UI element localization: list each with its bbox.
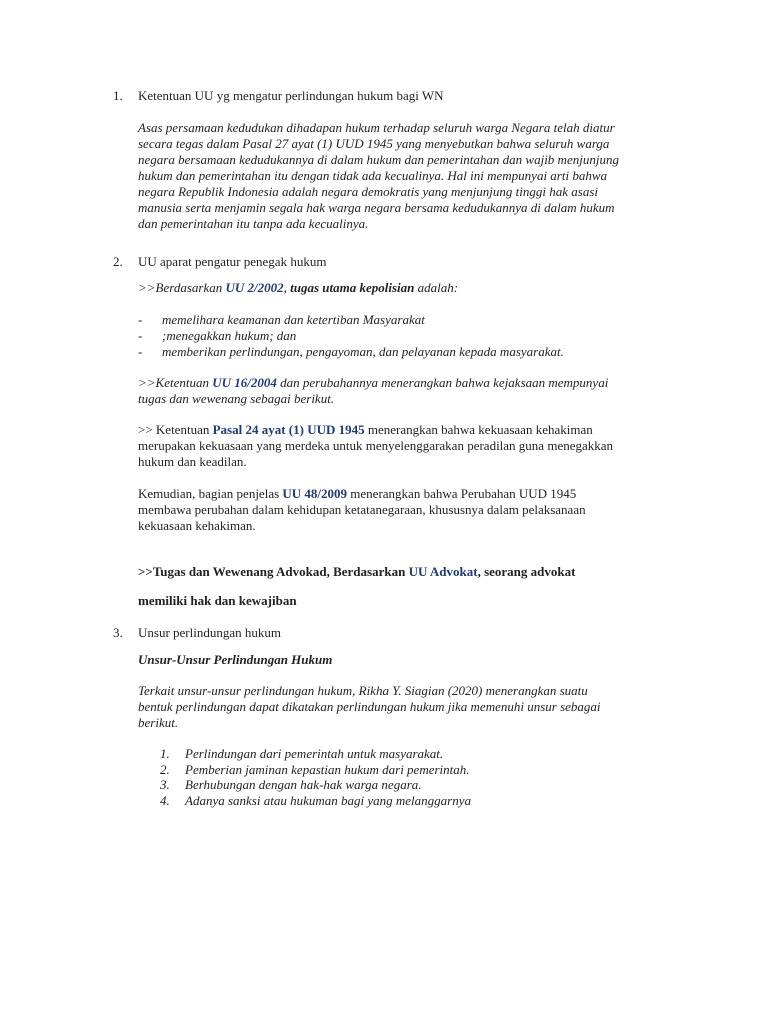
polri-intro-suffix: adalah: xyxy=(414,280,459,295)
intro-line: Terkait unsur-unsur perlindungan hukum, Rikha Y. Siagian (2020) menerangkan suatu xyxy=(138,683,588,698)
paragraph-line: manusia serta menjamin segala hak warga negara bersama kedudukannya di dalam hukum xyxy=(138,200,615,215)
list-text: Berhubungan dengan hak-hak warga negara. xyxy=(185,777,422,792)
polri-task-text: memberikan perlindungan, pengayoman, dan pelayanan kepada masyarakat. xyxy=(162,344,564,359)
kejaksaan-prefix: >>Ketentuan xyxy=(138,375,213,390)
penjelas-line2: membawa perubahan dalam kehidupan ketatanegaraan, khususnya dalam pelaksanaan xyxy=(138,502,586,517)
polri-intro xyxy=(138,280,458,296)
paragraph-line: negara Republik Indonesia adalah negara demokratis yang menjunjung tinggi hak asasi xyxy=(138,184,599,199)
paragraph-line: negara bersamaan kedudukannya di dalam hukum dan pemerintahan dan wajib menjunjung xyxy=(138,152,619,167)
advokat-line1 xyxy=(138,564,575,580)
advokat-line2: memiliki hak dan kewajiban xyxy=(138,593,297,608)
penjelas-prefix: Kemudian, bagian penjelas xyxy=(138,486,283,501)
list-text: Adanya sanksi atau hukuman bagi yang melanggarnya xyxy=(185,793,471,808)
intro-line: berikut. xyxy=(138,715,179,730)
penjelas-paragraph xyxy=(138,486,668,534)
kejaksaan-line2: tugas dan wewenang sebagai berikut. xyxy=(138,391,335,406)
list-text: Perlindungan dari pemerintah untuk masyarakat. xyxy=(185,746,444,761)
uu-advokat-link[interactable]: UU Advokat xyxy=(408,564,478,579)
kehakiman-line1-rest: menerangkan bahwa kekuasaan kehakiman xyxy=(364,422,593,437)
list-number: 1. xyxy=(160,746,170,761)
section-1-heading: Ketentuan UU yg mengatur perlindungan hukum bagi WN xyxy=(138,88,444,103)
dash-bullet: - xyxy=(138,328,143,343)
polri-task-text: memelihara keamanan dan ketertiban Masyarakat xyxy=(162,312,425,327)
polri-intro-bold: tugas utama kepolisian xyxy=(290,280,415,295)
section-2-number: 2. xyxy=(113,254,123,269)
paragraph-line: secara tegas dalam Pasal 27 ayat (1) UUD 1945 yang menyebutkan bahwa seluruh warga xyxy=(138,136,610,151)
dash-bullet: - xyxy=(138,344,143,359)
kejaksaan-line1-rest: dan perubahannya menerangkan bahwa kejaksaan mempunyai xyxy=(276,375,609,390)
intro-line: bentuk perlindungan dapat dikatakan perlindungan hukum jika memenuhi unsur sebagai xyxy=(138,699,601,714)
section-1-number: 1. xyxy=(113,88,123,103)
uu-16-2004-link[interactable]: UU 16/2004 xyxy=(212,375,277,390)
advokat-line1-rest: , seorang advokat xyxy=(477,564,576,579)
section-3-number: 3. xyxy=(113,625,123,640)
dash-bullet: - xyxy=(138,312,143,327)
kejaksaan-paragraph xyxy=(138,375,668,407)
paragraph-line: Asas persamaan kedudukan dihadapan hukum terhadap seluruh warga Negara telah diatur xyxy=(138,120,615,135)
penjelas-line3: kekuasaan kehakiman. xyxy=(138,518,256,533)
uu-2-2002-link[interactable]: UU 2/2002 xyxy=(225,280,284,295)
list-number: 4. xyxy=(160,793,170,808)
list-text: Pemberian jaminan kepastian hukum dari pemerintah. xyxy=(185,762,470,777)
kehakiman-paragraph xyxy=(138,422,668,470)
advokat-prefix: >>Tugas dan Wewenang Advokad, Berdasarkan xyxy=(138,564,409,579)
uu-48-2009-link[interactable]: UU 48/2009 xyxy=(282,486,348,501)
kehakiman-line3: hukum dan keadilan. xyxy=(138,454,247,469)
polri-intro-prefix: >>Berdasarkan xyxy=(138,280,226,295)
penjelas-line1-rest: menerangkan bahwa Perubahan UUD 1945 xyxy=(347,486,577,501)
section-1-paragraph xyxy=(138,120,668,232)
section-3-subheading: Unsur-Unsur Perlindungan Hukum xyxy=(138,652,333,667)
kehakiman-prefix: >> Ketentuan xyxy=(138,422,213,437)
list-number: 3. xyxy=(160,777,170,792)
paragraph-line: dan pemerintahan itu tanpa ada kecualinya. xyxy=(138,216,369,231)
section-3-heading: Unsur perlindungan hukum xyxy=(138,625,281,640)
pasal-24-link[interactable]: Pasal 24 ayat (1) UUD 1945 xyxy=(212,422,365,437)
section-2-heading: UU aparat pengatur penegak hukum xyxy=(138,254,327,269)
section-3-intro xyxy=(138,683,668,731)
kehakiman-line2: merupakan kekuasaan yang merdeka untuk menyelenggarakan peradilan guna menegakkan xyxy=(138,438,614,453)
paragraph-line: hukum dan pemerintahan itu dengan tidak ada kecualinya. Hal ini mempunyai arti bahwa xyxy=(138,168,608,183)
polri-intro-comma: , xyxy=(283,280,291,295)
polri-task-text: ;menegakkan hukum; dan xyxy=(162,328,297,343)
list-number: 2. xyxy=(160,762,170,777)
